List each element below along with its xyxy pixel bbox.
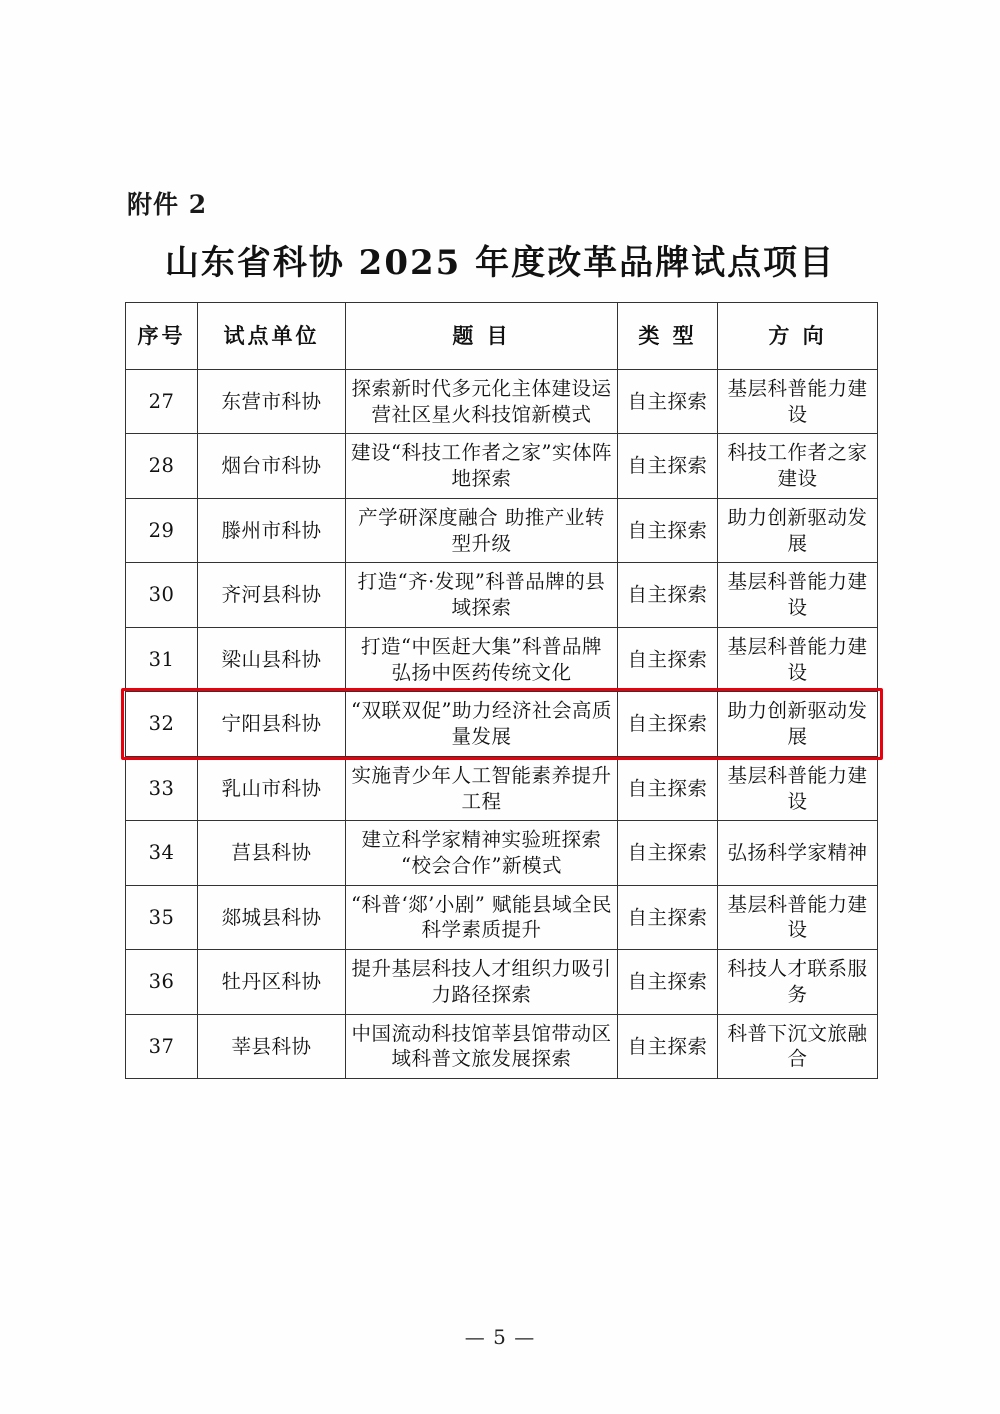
cell-type: 自主探索 (618, 756, 718, 820)
table-header-row (126, 303, 878, 370)
cell-direction: 科技人才联系服务 (718, 950, 878, 1014)
cell-direction: 助力创新驱动发展 (718, 692, 878, 756)
table-row (126, 692, 878, 756)
page-number: — 5 — (464, 1325, 536, 1349)
cell-title: 提升基层科技人才组织力吸引力路径探索 (346, 950, 618, 1014)
cell-direction: 弘扬科学家精神 (718, 821, 878, 885)
cell-unit: 乳山市科协 (198, 756, 346, 820)
table-row (126, 370, 878, 434)
cell-type: 自主探索 (618, 950, 718, 1014)
project-table-container (125, 302, 877, 1079)
cell-seq: 30 (126, 563, 198, 627)
cell-unit: 滕州市科协 (198, 498, 346, 562)
cell-title: 建立科学家精神实验班探索“校会合作”新模式 (346, 821, 618, 885)
column-header-unit: 试点单位 (198, 303, 346, 370)
column-header-direction: 方 向 (718, 303, 878, 370)
cell-unit: 齐河县科协 (198, 563, 346, 627)
cell-type: 自主探索 (618, 885, 718, 949)
table-row (126, 434, 878, 498)
column-header-seq: 序号 (126, 303, 198, 370)
cell-seq: 35 (126, 885, 198, 949)
cell-seq: 31 (126, 627, 198, 691)
cell-type: 自主探索 (618, 563, 718, 627)
cell-title: “双联双促”助力经济社会高质量发展 (346, 692, 618, 756)
cell-unit: 宁阳县科协 (198, 692, 346, 756)
cell-direction: 基层科普能力建设 (718, 370, 878, 434)
table-row (126, 627, 878, 691)
cell-unit: 东营市科协 (198, 370, 346, 434)
table-row (126, 950, 878, 1014)
cell-title: 产学研深度融合 助推产业转型升级 (346, 498, 618, 562)
cell-seq: 28 (126, 434, 198, 498)
cell-seq: 32 (126, 692, 198, 756)
cell-direction: 基层科普能力建设 (718, 563, 878, 627)
cell-unit: 莘县科协 (198, 1014, 346, 1078)
cell-unit: 梁山县科协 (198, 627, 346, 691)
cell-direction: 基层科普能力建设 (718, 885, 878, 949)
cell-unit: 牡丹区科协 (198, 950, 346, 1014)
cell-direction: 基层科普能力建设 (718, 627, 878, 691)
cell-seq: 27 (126, 370, 198, 434)
attachment-label: 附件 2 (127, 190, 208, 219)
cell-seq: 36 (126, 950, 198, 1014)
cell-seq: 33 (126, 756, 198, 820)
project-table (125, 302, 878, 1079)
cell-title: “科普‘郯’小剧” 赋能县域全民科学素质提升 (346, 885, 618, 949)
cell-unit: 烟台市科协 (198, 434, 346, 498)
table-body (126, 370, 878, 1079)
cell-seq: 34 (126, 821, 198, 885)
cell-title: 建设“科技工作者之家”实体阵地探索 (346, 434, 618, 498)
cell-seq: 37 (126, 1014, 198, 1078)
table-row (126, 563, 878, 627)
table-row (126, 821, 878, 885)
page-title: 山东省科协 2025 年度改革品牌试点项目 (164, 243, 836, 283)
table-row (126, 1014, 878, 1078)
cell-type: 自主探索 (618, 370, 718, 434)
cell-type: 自主探索 (618, 692, 718, 756)
cell-direction: 科普下沉文旅融合 (718, 1014, 878, 1078)
cell-type: 自主探索 (618, 498, 718, 562)
cell-title: 中国流动科技馆莘县馆带动区域科普文旅发展探索 (346, 1014, 618, 1078)
cell-title: 打造“中医赶大集”科普品牌 弘扬中医药传统文化 (346, 627, 618, 691)
cell-title: 打造“齐·发现”科普品牌的县域探索 (346, 563, 618, 627)
table-header (126, 303, 878, 370)
cell-unit: 郯城县科协 (198, 885, 346, 949)
cell-title: 探索新时代多元化主体建设运营社区星火科技馆新模式 (346, 370, 618, 434)
column-header-title: 题 目 (346, 303, 618, 370)
cell-type: 自主探索 (618, 434, 718, 498)
cell-type: 自主探索 (618, 821, 718, 885)
cell-type: 自主探索 (618, 1014, 718, 1078)
cell-direction: 科技工作者之家建设 (718, 434, 878, 498)
table-row (126, 498, 878, 562)
cell-unit: 莒县科协 (198, 821, 346, 885)
table-row (126, 885, 878, 949)
table-row (126, 756, 878, 820)
cell-title: 实施青少年人工智能素养提升工程 (346, 756, 618, 820)
cell-seq: 29 (126, 498, 198, 562)
column-header-type: 类 型 (618, 303, 718, 370)
cell-direction: 助力创新驱动发展 (718, 498, 878, 562)
cell-direction: 基层科普能力建设 (718, 756, 878, 820)
cell-type: 自主探索 (618, 627, 718, 691)
